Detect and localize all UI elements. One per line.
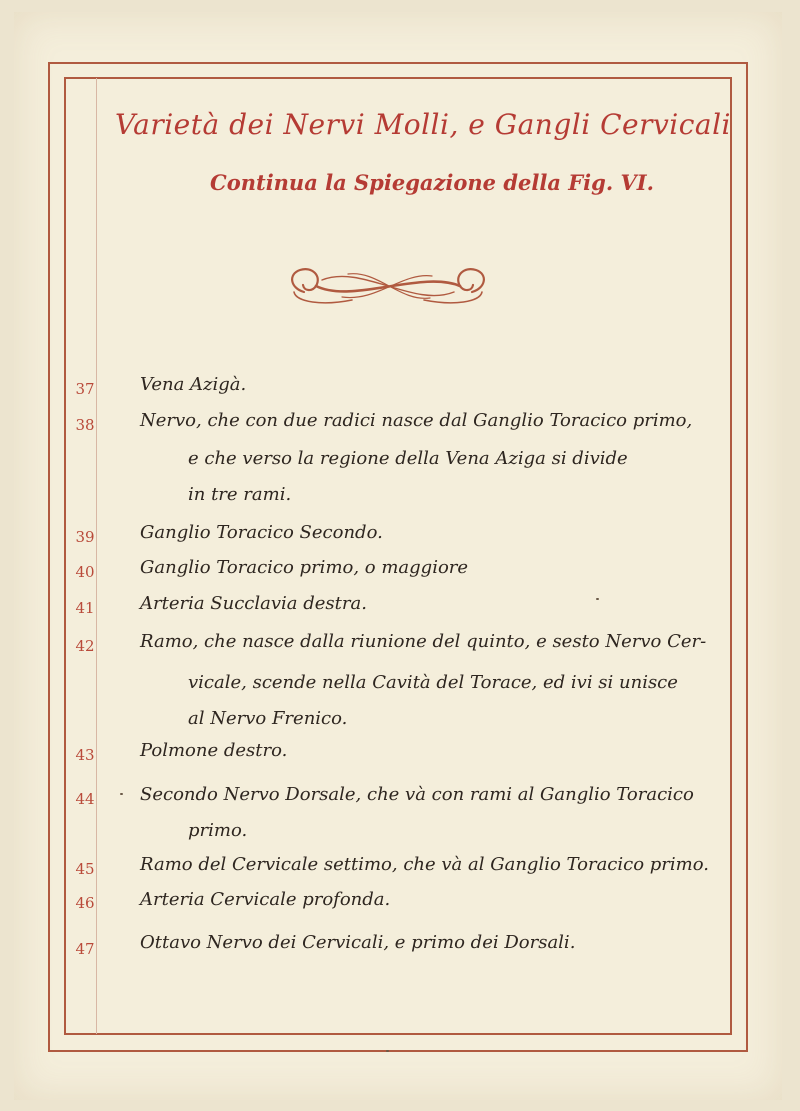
entry-number: 46 [75, 894, 95, 912]
page-title: Varietà dei Nervi Molli, e Gangli Cervicali [115, 108, 732, 141]
entry-number: 44 [75, 790, 95, 808]
entry-number: 47 [75, 940, 95, 958]
entry-text-line: Ramo del Cervicale settimo, che và al Ganglio Toracico primo. [140, 854, 709, 875]
entry-text-line: Ottavo Nervo dei Cervicali, e primo dei Dorsali. [140, 932, 576, 953]
margin-rule [96, 78, 97, 1034]
entry-text-line: Ganglio Toracico Secondo. [140, 522, 383, 543]
entry-text-line: al Nervo Frenico. [188, 708, 348, 729]
entry-text-line: e che verso la regione della Vena Aziga si divide [188, 448, 628, 469]
entry-number: 40 [75, 563, 95, 581]
entry-text-line: vicale, scende nella Cavità del Torace, ed ivi si unisce [188, 672, 678, 693]
page-subtitle: Continua la Spiegazione della Fig. VI. [210, 170, 654, 195]
ink-speck [120, 793, 123, 795]
entry-number: 43 [75, 746, 95, 764]
entry-number: 42 [75, 637, 95, 655]
entry-text-line: Ramo, che nasce dalla riunione del quinto, e sesto Nervo Cer- [140, 631, 707, 652]
entry-text-line: in tre rami. [188, 484, 292, 505]
entry-text-line: Polmone destro. [140, 740, 288, 761]
entry-text-line: primo. [188, 820, 248, 841]
entry-number: 41 [75, 599, 95, 617]
entry-text-line: Vena Azigà. [140, 374, 247, 395]
entry-number: 37 [75, 380, 95, 398]
ink-speck [386, 1050, 389, 1052]
calligraphic-flourish-icon [282, 262, 494, 312]
entry-number: 38 [75, 416, 95, 434]
entry-text-line: Secondo Nervo Dorsale, che và con rami al Ganglio Toracico [140, 784, 694, 805]
entry-number: 45 [75, 860, 95, 878]
entry-text-line: Arteria Succlavia destra. [140, 593, 367, 614]
entry-text-line: Nervo, che con due radici nasce dal Ganglio Toracico primo, [140, 410, 693, 431]
entry-text-line: Arteria Cervicale profonda. [140, 889, 391, 910]
entry-number: 39 [75, 528, 95, 546]
ink-speck [596, 598, 599, 600]
entry-text-line: Ganglio Toracico primo, o maggiore [140, 557, 469, 578]
